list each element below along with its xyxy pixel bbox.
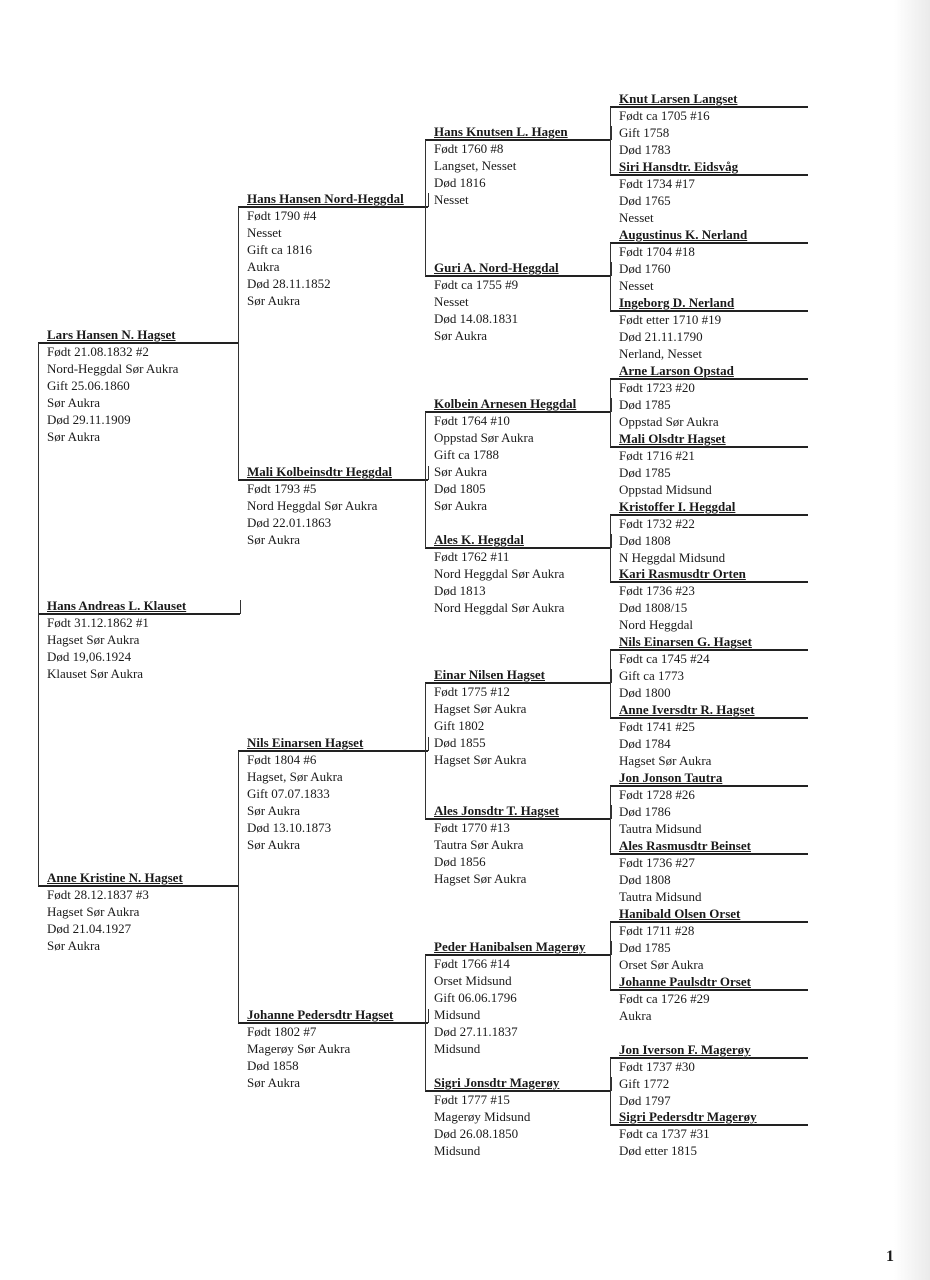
person-8-detail: Død 1816 <box>434 175 486 190</box>
person-11-detail: Født 1762 #11 <box>434 549 510 564</box>
person-3-detail: Født 28.12.1837 #3 <box>47 887 149 902</box>
child-tick-7 <box>428 1009 429 1023</box>
person-15-name: Sigri Jonsdtr Magerøy <box>434 1075 560 1090</box>
person-27-name: Ales Rasmusdtr Beinset <box>619 838 751 853</box>
person-12-name: Einar Nilsen Hagset <box>434 667 545 682</box>
person-31-detail: Født ca 1737 #31 <box>619 1126 710 1141</box>
person-20-name: Arne Larson Opstad <box>619 363 734 378</box>
person-23-detail: Født 1736 #23 <box>619 583 695 598</box>
person-17-detail: Død 1765 <box>619 193 671 208</box>
person-1-detail: Hagset Sør Aukra <box>47 632 140 647</box>
person-26-detail: Død 1786 <box>619 804 671 819</box>
person-15-detail: Død 26.08.1850 <box>434 1126 519 1141</box>
person-18-detail: Nesset <box>619 278 654 293</box>
person-11-detail: Nord Heggdal Sør Aukra <box>434 600 565 615</box>
person-26-detail: Tautra Midsund <box>619 821 702 836</box>
person-14-detail: Gift 06.06.1796 <box>434 990 517 1005</box>
person-4-detail: Nesset <box>247 225 282 240</box>
person-4-detail: Født 1790 #4 <box>247 208 317 223</box>
person-27-detail: Tautra Midsund <box>619 889 702 904</box>
person-8-name: Hans Knutsen L. Hagen <box>434 124 568 139</box>
person-27-detail: Død 1808 <box>619 872 671 887</box>
child-tick-4 <box>428 193 429 207</box>
child-tick-5 <box>428 466 429 480</box>
person-24-detail: Født ca 1745 #24 <box>619 651 710 666</box>
person-7-detail: Sør Aukra <box>247 1075 301 1090</box>
connector-6-7 <box>238 751 239 1023</box>
person-10-name: Kolbein Arnesen Heggdal <box>434 396 577 411</box>
person-4-detail: Gift ca 1816 <box>247 242 312 257</box>
person-6-detail: Død 13.10.1873 <box>247 820 332 835</box>
person-13-detail: Tautra Sør Aukra <box>434 837 524 852</box>
connector-4-5 <box>238 207 239 480</box>
person-21-detail: Oppstad Midsund <box>619 482 712 497</box>
person-7-detail: Magerøy Sør Aukra <box>247 1041 351 1056</box>
person-9-detail: Født ca 1755 #9 <box>434 277 519 292</box>
person-16-detail: Født ca 1705 #16 <box>619 108 710 123</box>
person-19-detail: Nerland, Nesset <box>619 346 703 361</box>
person-3-detail: Hagset Sør Aukra <box>47 904 140 919</box>
person-21-detail: Død 1785 <box>619 465 671 480</box>
person-6-detail: Sør Aukra <box>247 837 301 852</box>
person-29-name: Johanne Paulsdtr Orset <box>619 974 751 989</box>
person-2-detail: Gift 25.06.1860 <box>47 378 130 393</box>
person-14-detail: Født 1766 #14 <box>434 956 510 971</box>
person-19-name: Ingeborg D. Nerland <box>619 295 735 310</box>
person-17-detail: Nesset <box>619 210 654 225</box>
person-20-detail: Oppstad Sør Aukra <box>619 414 719 429</box>
person-8-detail: Født 1760 #8 <box>434 141 504 156</box>
person-4-name: Hans Hansen Nord-Heggdal <box>247 191 404 206</box>
person-22-detail: Født 1732 #22 <box>619 516 695 531</box>
person-28-name: Hanibald Olsen Orset <box>619 906 741 921</box>
person-3-name: Anne Kristine N. Hagset <box>47 870 183 885</box>
person-4-detail: Aukra <box>247 259 280 274</box>
child-tick-2 <box>238 329 239 343</box>
person-24-name: Nils Einarsen G. Hagset <box>619 634 752 649</box>
person-6-detail: Gift 07.07.1833 <box>247 786 330 801</box>
child-tick-6 <box>428 737 429 751</box>
person-14-detail: Død 27.11.1837 <box>434 1024 518 1039</box>
connector-22-23 <box>610 515 611 582</box>
person-21-name: Mali Olsdtr Hagset <box>619 431 726 446</box>
person-4-detail: Sør Aukra <box>247 293 301 308</box>
person-26-detail: Født 1728 #26 <box>619 787 695 802</box>
person-30-detail: Født 1737 #30 <box>619 1059 695 1074</box>
person-14-detail: Midsund <box>434 1041 481 1056</box>
person-10-detail: Født 1764 #10 <box>434 413 510 428</box>
person-5-detail: Nord Heggdal Sør Aukra <box>247 498 378 513</box>
person-13-detail: Hagset Sør Aukra <box>434 871 527 886</box>
child-tick-13 <box>611 805 612 819</box>
person-25-name: Anne Iversdtr R. Hagset <box>619 702 755 717</box>
person-22-detail: Død 1808 <box>619 533 671 548</box>
person-6-detail: Sør Aukra <box>247 803 301 818</box>
person-2-detail: Død 29.11.1909 <box>47 412 131 427</box>
person-30-detail: Død 1797 <box>619 1093 671 1108</box>
person-20-detail: Født 1723 #20 <box>619 380 695 395</box>
person-11-detail: Død 1813 <box>434 583 486 598</box>
person-2-detail: Sør Aukra <box>47 429 101 444</box>
person-2-name: Lars Hansen N. Hagset <box>47 327 176 342</box>
person-8-detail: Langset, Nesset <box>434 158 517 173</box>
connector-14-15 <box>425 955 426 1091</box>
person-14-detail: Midsund <box>434 1007 481 1022</box>
person-12-detail: Født 1775 #12 <box>434 684 510 699</box>
person-29-detail: Født ca 1726 #29 <box>619 991 710 1006</box>
person-14-name: Peder Hanibalsen Magerøy <box>434 939 586 954</box>
child-tick-12 <box>611 669 612 683</box>
person-9-detail: Død 14.08.1831 <box>434 311 519 326</box>
connector-28-29 <box>610 922 611 990</box>
person-18-detail: Født 1704 #18 <box>619 244 695 259</box>
person-9-detail: Nesset <box>434 294 469 309</box>
person-1-detail: Født 31.12.1862 #1 <box>47 615 149 630</box>
child-tick-8 <box>611 126 612 140</box>
person-10-detail: Sør Aukra <box>434 464 488 479</box>
connector-30-31 <box>610 1058 611 1125</box>
person-6-detail: Født 1804 #6 <box>247 752 317 767</box>
person-3-detail: Død 21.04.1927 <box>47 921 132 936</box>
person-7-detail: Død 1858 <box>247 1058 299 1073</box>
person-18-detail: Død 1760 <box>619 261 671 276</box>
person-6-name: Nils Einarsen Hagset <box>247 735 364 750</box>
person-10-detail: Død 1805 <box>434 481 486 496</box>
person-4-detail: Død 28.11.1852 <box>247 276 331 291</box>
person-13-name: Ales Jonsdtr T. Hagset <box>434 803 559 818</box>
person-16-detail: Død 1783 <box>619 142 671 157</box>
connector-26-27 <box>610 786 611 854</box>
child-tick-15 <box>611 1077 612 1091</box>
child-tick-14 <box>611 941 612 955</box>
connector-24-25 <box>610 650 611 718</box>
person-26-name: Jon Jonson Tautra <box>619 770 723 785</box>
child-tick-9 <box>611 262 612 276</box>
person-20-detail: Død 1785 <box>619 397 671 412</box>
person-5-detail: Sør Aukra <box>247 532 301 547</box>
person-21-detail: Født 1716 #21 <box>619 448 695 463</box>
person-17-detail: Født 1734 #17 <box>619 176 695 191</box>
person-24-detail: Død 1800 <box>619 685 671 700</box>
person-9-detail: Sør Aukra <box>434 328 488 343</box>
connector-12-13 <box>425 683 426 819</box>
person-30-name: Jon Iverson F. Magerøy <box>619 1042 751 1057</box>
person-22-detail: N Heggdal Midsund <box>619 550 726 565</box>
person-2-detail: Sør Aukra <box>47 395 101 410</box>
person-14-detail: Orset Midsund <box>434 973 512 988</box>
person-15-detail: Midsund <box>434 1143 481 1158</box>
person-25-detail: Hagset Sør Aukra <box>619 753 712 768</box>
person-18-name: Augustinus K. Nerland <box>619 227 748 242</box>
person-1-detail: Død 19,06.1924 <box>47 649 132 664</box>
person-24-detail: Gift ca 1773 <box>619 668 684 683</box>
scan-edge-shadow <box>894 0 930 1280</box>
person-29-detail: Aukra <box>619 1008 652 1023</box>
person-23-detail: Død 1808/15 <box>619 600 688 615</box>
person-11-detail: Nord Heggdal Sør Aukra <box>434 566 565 581</box>
person-16-name: Knut Larsen Langset <box>619 91 738 106</box>
connector-20-21 <box>610 379 611 447</box>
person-28-detail: Født 1711 #28 <box>619 923 695 938</box>
person-31-detail: Død etter 1815 <box>619 1143 697 1158</box>
person-5-detail: Født 1793 #5 <box>247 481 317 496</box>
person-25-detail: Født 1741 #25 <box>619 719 695 734</box>
person-16-detail: Gift 1758 <box>619 125 670 140</box>
person-19-detail: Født etter 1710 #19 <box>619 312 722 327</box>
person-3-detail: Sør Aukra <box>47 938 101 953</box>
person-10-detail: Gift ca 1788 <box>434 447 499 462</box>
person-8-detail: Nesset <box>434 192 469 207</box>
person-11-name: Ales K. Heggdal <box>434 532 524 547</box>
child-tick-11 <box>611 534 612 548</box>
person-30-detail: Gift 1772 <box>619 1076 670 1091</box>
connector-2-3 <box>38 343 39 886</box>
connector-8-9 <box>425 140 426 276</box>
person-19-detail: Død 21.11.1790 <box>619 329 703 344</box>
person-31-name: Sigri Pedersdtr Magerøy <box>619 1109 757 1124</box>
person-1-detail: Klauset Sør Aukra <box>47 666 144 681</box>
person-12-detail: Hagset Sør Aukra <box>434 752 527 767</box>
page-marker: 1 <box>886 1248 894 1265</box>
person-9-name: Guri A. Nord-Heggdal <box>434 260 559 275</box>
person-7-name: Johanne Pedersdtr Hagset <box>247 1007 394 1022</box>
person-5-detail: Død 22.01.1863 <box>247 515 332 530</box>
person-22-name: Kristoffer I. Heggdal <box>619 499 736 514</box>
person-27-detail: Født 1736 #27 <box>619 855 695 870</box>
connector-10-11 <box>425 412 426 548</box>
person-2-detail: Født 21.08.1832 #2 <box>47 344 149 359</box>
person-15-detail: Født 1777 #15 <box>434 1092 510 1107</box>
person-23-name: Kari Rasmusdtr Orten <box>619 566 746 581</box>
person-5-name: Mali Kolbeinsdtr Heggdal <box>247 464 392 479</box>
person-12-detail: Hagset Sør Aukra <box>434 701 527 716</box>
connector-16-17 <box>610 107 611 175</box>
person-2-detail: Nord-Heggdal Sør Aukra <box>47 361 179 376</box>
person-23-detail: Nord Heggdal <box>619 617 694 632</box>
child-tick-10 <box>611 398 612 412</box>
person-7-detail: Født 1802 #7 <box>247 1024 317 1039</box>
person-28-detail: Død 1785 <box>619 940 671 955</box>
person-10-detail: Sør Aukra <box>434 498 488 513</box>
person-10-detail: Oppstad Sør Aukra <box>434 430 534 445</box>
person-13-detail: Født 1770 #13 <box>434 820 510 835</box>
person-12-detail: Død 1855 <box>434 735 486 750</box>
connector-18-19 <box>610 243 611 311</box>
person-13-detail: Død 1856 <box>434 854 486 869</box>
person-17-name: Siri Hansdtr. Eidsvåg <box>619 159 739 174</box>
person-12-detail: Gift 1802 <box>434 718 485 733</box>
person-25-detail: Død 1784 <box>619 736 671 751</box>
child-tick-3 <box>238 872 239 886</box>
person-15-detail: Magerøy Midsund <box>434 1109 531 1124</box>
person-1-name: Hans Andreas L. Klauset <box>47 598 187 613</box>
person-6-detail: Hagset, Sør Aukra <box>247 769 343 784</box>
person-28-detail: Orset Sør Aukra <box>619 957 704 972</box>
child-tick-1 <box>240 600 241 614</box>
